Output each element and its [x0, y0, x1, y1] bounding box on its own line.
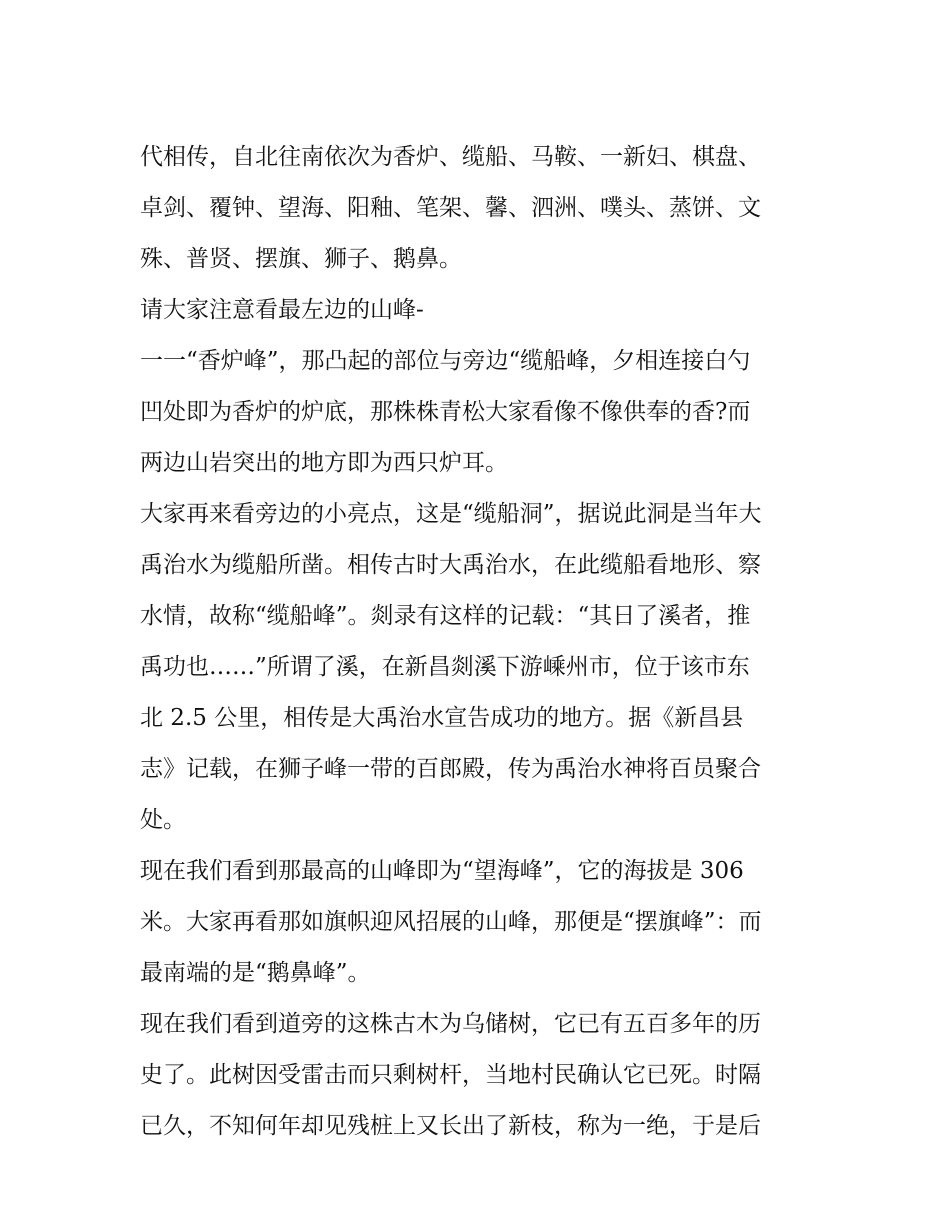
text-line: 最南端的是“鹅鼻峰”。: [140, 960, 371, 986]
text-line: 志》记载，在狮子峰一带的百郎殿，传为禹治水神将百员聚合: [140, 756, 761, 782]
text-line: 代相传，自北往南依次为香炉、缆船、马鞍、一新妇、棋盘、: [140, 144, 761, 170]
text-line: 北 2.5 公里，相传是大禹治水宣告成功的地方。据《新昌县: [140, 705, 744, 731]
text-line: 史了。此树因受雷击而只剩树杆，当地村民确认它已死。时隔: [140, 1062, 761, 1088]
text-line: 一一“香炉峰”，那凸起的部位与旁边“缆船峰，夕相连接白勺: [140, 348, 751, 374]
text-line: 凹处即为香炉的炉底，那株株青松大家看像不像供奉的香?而: [140, 399, 751, 425]
text-line: 卓剑、覆钟、望海、阳釉、笔架、馨、泗洲、噗头、蒸饼、文: [140, 195, 761, 221]
text-line: 禹治水为缆船所凿。相传古时大禹治水，在此缆船看地形、察: [140, 552, 761, 578]
text-line: 米。大家再看那如旗帜迎风招展的山峰，那便是“摆旗峰”：而: [140, 909, 762, 935]
text-line: 现在我们看到那最高的山峰即为“望海峰”，它的海拔是 306: [140, 858, 744, 884]
text-line: 禹功也……”所谓了溪，在新昌剡溪下游嵊州市，位于该市东: [140, 654, 750, 680]
document-body: [140, 132, 812, 1152]
text-line: 现在我们看到道旁的这株古木为乌储树，它已有五百多年的历: [140, 1011, 761, 1037]
text-line: 请大家注意看最左边的山峰-: [140, 297, 424, 323]
text-line: 两边山岩突出的地方即为西只炉耳。: [140, 450, 508, 476]
text-line: 处。: [140, 807, 186, 833]
text-line: 水情，故称“缆船峰”。剡录有这样的记载：“其日了溪者，推: [140, 603, 751, 629]
text-line: 大家再来看旁边的小亮点，这是“缆船洞”，据说此洞是当年大: [140, 501, 762, 527]
text-line: 殊、普贤、摆旗、狮子、鹅鼻。: [140, 246, 462, 272]
text-line: 已久，不知何年却见残桩上又长出了新枝，称为一绝，于是后: [140, 1113, 761, 1139]
